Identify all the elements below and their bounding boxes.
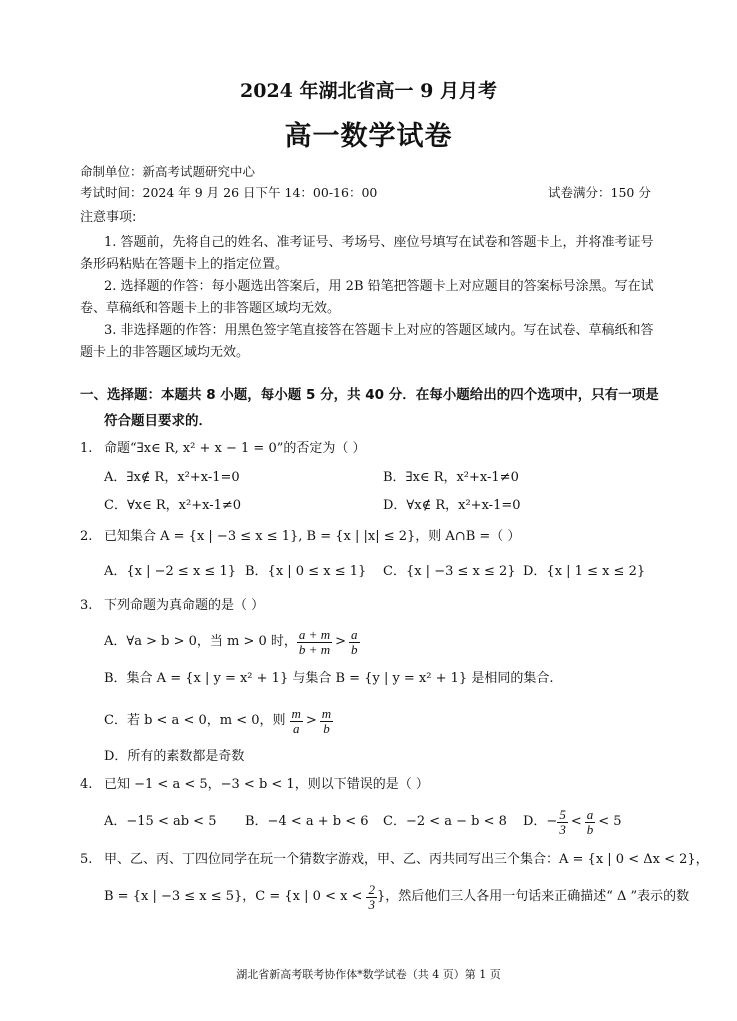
fraction-denominator: b (351, 641, 358, 657)
fraction-denominator: 3 (559, 821, 566, 837)
q3-option-a-text: A．∀a > b > 0，当 m > 0 时， (104, 634, 297, 649)
q3-option-a (104, 624, 360, 660)
fraction-numerator: m (321, 705, 332, 721)
fraction-denominator: 3 (368, 896, 375, 912)
fraction-denominator: b (586, 821, 594, 837)
q1-option-b: B．∃x∈ R，x²+x-1≠0 (383, 470, 519, 485)
question-5-line1: 甲、乙、丙、丁四位同学在玩一个猜数字游戏，甲、乙、丙共同写出三个集合：A = {x | 0 < Δx < 2}， (104, 852, 709, 867)
fraction (290, 707, 303, 736)
relation-tail: < 5 (598, 814, 622, 829)
exam-time: 考试时间：2024 年 9 月 26 日下午 14：00-16：00 (80, 185, 378, 200)
fraction-numerator: 2 (368, 881, 375, 897)
relation-sign: < (570, 814, 582, 829)
fraction-numerator: a (586, 806, 594, 822)
page-footer: 湖北省新高考联考协作体*数学试卷（共 4 页）第 1 页 (236, 968, 501, 981)
fraction-numerator: 5 (559, 806, 566, 822)
section-heading-line1: 一、选择题：本题共 8 小题，每小题 5 分，共 40 分．在每小题给出的四个选项中，只有一项是 (80, 387, 659, 403)
fraction (557, 808, 568, 837)
question-1-stem: 命题“∃x∈ R, x² + x − 1 = 0”的否定为（ ） (104, 441, 366, 456)
question-5-line2 (104, 877, 689, 917)
exam-subtitle: 高一数学试卷 (284, 121, 453, 152)
fraction-numerator: a + m (298, 626, 331, 642)
note-item-1: 1. 答题前，先将自己的姓名、准考证号、考场号、座位号填写在试卷和答题卡上，并将准考证号条形码粘贴在答题卡上的指定位置。 (80, 235, 654, 272)
fraction (349, 628, 360, 657)
q4-option-c: C．−2 < a − b < 8 (383, 814, 507, 829)
relation-sign: > (335, 634, 346, 649)
question-3-stem: 下列命题为真命题的是（ ） (104, 598, 265, 613)
q4-option-d-text: D．− (523, 814, 558, 829)
note-item-2: 2. 选择题的作答：每小题选出答案后，用 2B 铅笔把答题卡上对应题目的答案标号涂黑。写在试卷、草稿纸和答题卡上的非答题区域均无效。 (80, 279, 654, 316)
relation-sign: > (305, 713, 317, 728)
question-4-stem: 已知 −1 < a < 5，−3 < b < 1，则以下错误的是（ ） (104, 777, 429, 792)
question-number: 4. (80, 777, 93, 792)
question-number: 2. (80, 529, 93, 544)
fraction-numerator: m (291, 705, 301, 721)
q4-option-d (523, 804, 622, 840)
q4-option-a: A．−15 < ab < 5 (104, 814, 217, 829)
q2-option-b: B．{x | 0 ≤ x ≤ 1} (245, 564, 367, 579)
q3-option-d: D．所有的素数都是奇数 (104, 749, 245, 764)
question-number: 3. (80, 598, 93, 613)
question-number: 5. (80, 852, 93, 867)
q3-option-c-text: C．若 b < a < 0，m < 0，则 (104, 713, 286, 728)
fraction-numerator: a (351, 626, 358, 642)
q1-option-a: A．∃x∉ R，x²+x-1=0 (104, 470, 240, 485)
q1-option-c: C．∀x∈ R，x²+x-1≠0 (104, 498, 242, 513)
fraction (585, 808, 596, 837)
exam-title: 2024 年湖北省高一 9 月月考 (240, 80, 497, 102)
q2-option-d: D．{x | 1 ≤ x ≤ 2} (523, 564, 646, 579)
notes-heading: 注意事项: (80, 210, 137, 225)
section-heading-line2: 符合题目要求的． (104, 413, 212, 429)
fraction-denominator: b + m (298, 641, 331, 657)
q3-option-b: B．集合 A = {x | y = x² + 1} 与集合 B = {y | y = x² + 1} 是相同的集合. (104, 671, 554, 686)
fraction (366, 883, 377, 912)
full-score: 试卷满分：150 分 (548, 185, 651, 200)
fraction (320, 707, 333, 736)
question-number: 1. (80, 441, 93, 456)
q4-option-b: B．−4 < a + b < 6 (245, 814, 369, 829)
q2-option-a: A．{x | −2 ≤ x ≤ 1} (104, 564, 236, 579)
issuing-unit: 命制单位：新高考试题研究中心 (80, 164, 256, 179)
q1-option-d: D．∀x∉ R，x²+x-1=0 (383, 498, 521, 513)
q3-option-c (104, 703, 333, 739)
fraction (297, 628, 332, 657)
q2-option-c: C．{x | −3 ≤ x ≤ 2} (383, 564, 516, 579)
q5-line2-tail: }，然后他们三人各用一句话来正确描述“ Δ ”表示的数 (376, 889, 690, 904)
note-item-3: 3. 非选择题的作答：用黑色签字笔直接答在答题卡上对应的答题区域内。写在试卷、草稿纸和答题卡上的非答题区域均无效。 (80, 323, 654, 360)
question-2-stem: 已知集合 A = {x | −3 ≤ x ≤ 1}, B = {x | |x| ≤ 2}，则 A∩B =（ ） (104, 529, 521, 544)
fraction-denominator: b (323, 720, 330, 736)
q5-line2-text: B = {x | −3 ≤ x ≤ 5}，C = {x | 0 < x < (104, 889, 363, 904)
fraction-denominator: a (292, 720, 300, 736)
